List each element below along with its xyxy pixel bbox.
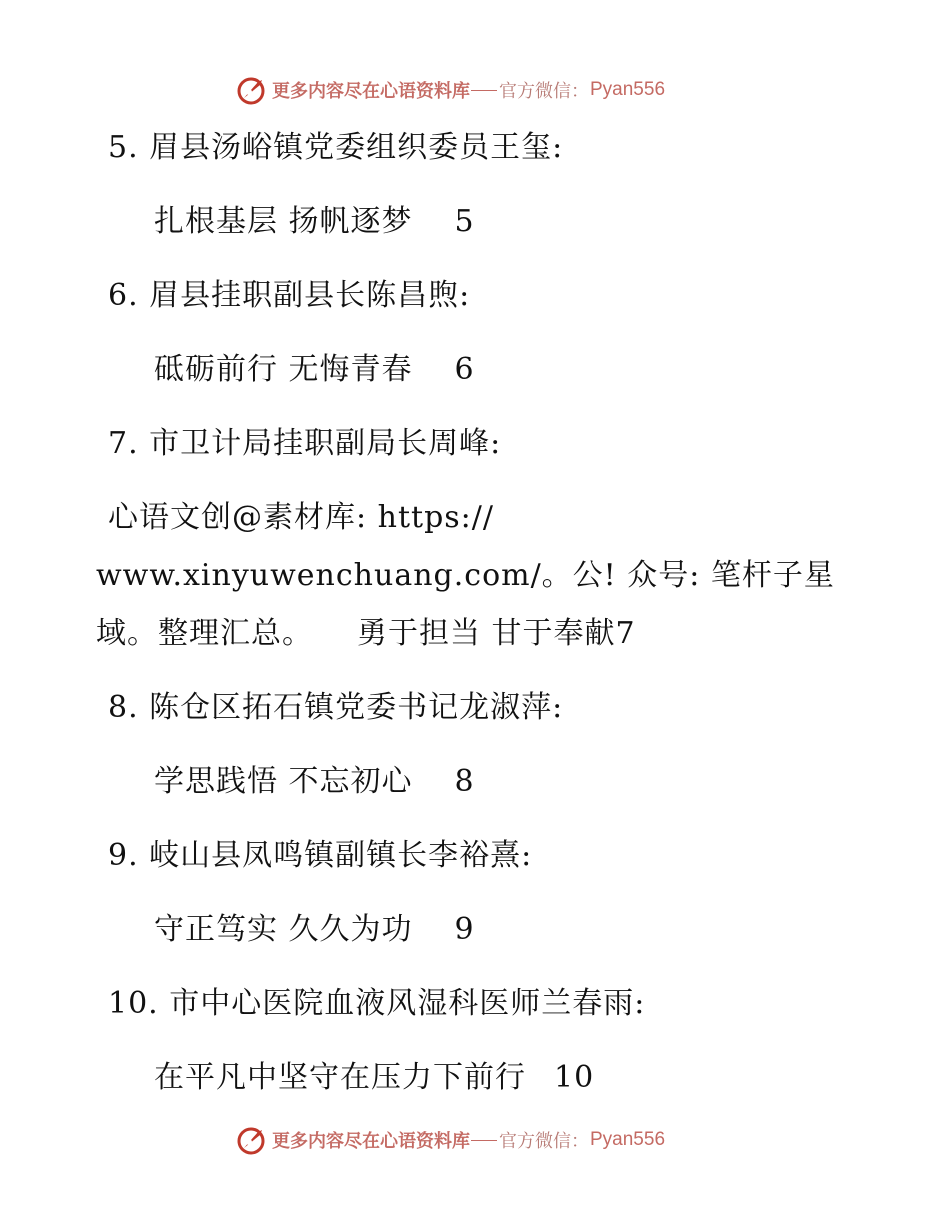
toc-heading-5: 5. 眉县汤峪镇党委组织委员王玺:	[108, 130, 564, 165]
toc-entry-title: 守正笃实 久久为功	[154, 912, 413, 947]
watermark-id-text: Pyan556	[590, 79, 666, 100]
toc-page-number: 10	[554, 1060, 595, 1095]
watermark-dash	[471, 1140, 497, 1141]
toc-heading-9: 9. 岐山县凤鸣镇副镇长李裕熹:	[108, 838, 533, 873]
toc-page-number: 8	[454, 764, 475, 799]
footer-watermark	[236, 1123, 665, 1157]
toc-entry-title: 学思践悟 不忘初心	[154, 764, 413, 799]
watermark-dash	[471, 90, 497, 91]
watermark-main-text: 更多内容尽在心语资料库	[272, 1131, 470, 1152]
watermark-sub-text: 官方微信：	[499, 1131, 589, 1152]
toc-page-number: 7	[615, 616, 636, 651]
toc-entry-10	[154, 1058, 594, 1098]
toc-heading-10: 10. 市中心医院血液风湿科医师兰春雨:	[108, 986, 646, 1021]
insert-line-2: www.xinyuwenchuang.com/。公! 众号: 笔杆子星	[96, 558, 835, 593]
toc-heading-8: 8. 陈仓区拓石镇党委书记龙淑萍:	[108, 690, 564, 725]
toc-entry-5	[154, 202, 475, 242]
insert-line-3-text: 域。整理汇总。	[96, 616, 313, 651]
toc-entry-9	[154, 910, 475, 950]
toc-page-number: 6	[454, 352, 475, 387]
toc-entry-title: 勇于担当 甘于奉献	[357, 616, 616, 651]
header-watermark	[236, 73, 665, 107]
toc-entry-title: 扎根基层 扬帆逐梦	[154, 204, 413, 239]
toc-entry-6	[154, 350, 475, 390]
toc-heading-6: 6. 眉县挂职副县长陈昌煦:	[108, 278, 471, 313]
watermark-id-text: Pyan556	[590, 1129, 666, 1150]
watermark-sub-text: 官方微信：	[499, 81, 589, 102]
toc-page-number: 5	[454, 204, 475, 239]
watermark-main-text: 更多内容尽在心语资料库	[272, 81, 470, 102]
toc-page-number: 9	[454, 912, 475, 947]
toc-entry-title: 砥砺前行 无悔青春	[154, 352, 413, 387]
toc-entry-8	[154, 762, 475, 802]
toc-heading-7: 7. 市卫计局挂职副局长周峰:	[108, 426, 502, 461]
quill-logo-icon	[236, 74, 268, 106]
toc-entry-title: 在平凡中坚守在压力下前行	[154, 1060, 526, 1095]
insert-line-1: 心语文创@素材库: https://	[108, 500, 494, 535]
insert-line-3	[96, 614, 636, 654]
quill-logo-icon	[236, 1124, 268, 1156]
